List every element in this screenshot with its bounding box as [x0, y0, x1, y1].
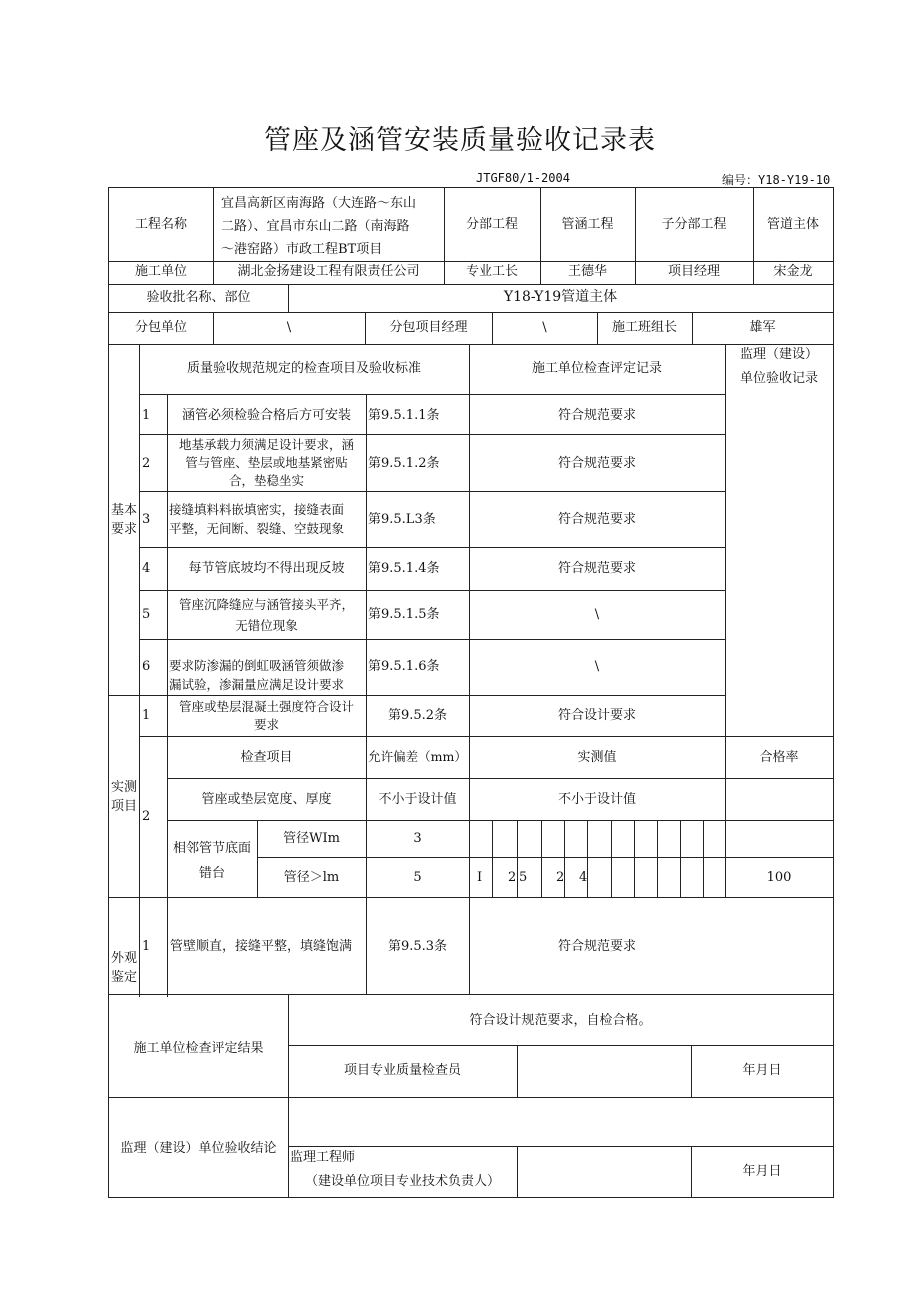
basic-section-line-2: 要求 — [110, 522, 137, 537]
basic-item-result: 符合规范要求 — [557, 408, 636, 423]
offset-label-line-2: 错台 — [198, 866, 225, 881]
basic-item-clause: 第9.5.1.6条 — [368, 659, 440, 674]
subcontractor-label: 分包单位 — [134, 320, 187, 335]
basic-item-text-line-1: 管座沉降缝应与涵管接头平齐， — [178, 597, 354, 612]
appearance-item-no: 1 — [142, 939, 151, 954]
contractor-record-header: 施工单位检查评定记录 — [531, 361, 662, 376]
measured-item-2-no: 2 — [142, 809, 151, 824]
contractor-label: 施工单位 — [134, 264, 187, 279]
project-line-2: 二路）、宜昌市东山二路（南海路 — [221, 219, 410, 234]
document-number: 编号：Y18-Y19-10 — [722, 173, 831, 187]
quality-inspector-label: 项目专业质量检查员 — [343, 1063, 461, 1078]
inspection-table — [108, 187, 834, 1198]
pipe-large-label: 管径＞lm — [283, 870, 340, 885]
basic-item-result: 符合规范要求 — [557, 512, 636, 527]
offset-label-line-1: 相邻管节底面 — [172, 841, 251, 856]
basic-section-line-1: 基本 — [110, 503, 137, 518]
pm-value: 宋金龙 — [773, 264, 813, 279]
basic-item-clause: 第9.5.L3条 — [368, 512, 436, 527]
basic-item-text: 涵管必须检验合格后方可安装 — [181, 408, 351, 423]
measured-item-1-line-1: 管座或垫层混凝土强度符合设计 — [178, 699, 354, 714]
foreman-value: 王德华 — [567, 264, 607, 279]
basic-item-no: 4 — [142, 561, 151, 576]
basic-item-text-line-1: 地基承载力须满足设计要求，涵 — [178, 437, 354, 452]
basic-item-result: 符合规范要求 — [557, 456, 636, 471]
basic-item-no: 6 — [142, 659, 151, 674]
measured-item-1-line-2: 要求 — [253, 717, 279, 732]
project-label: 工程名称 — [134, 217, 187, 232]
division-label: 分部工程 — [465, 217, 518, 232]
basic-item-result: \ — [594, 607, 600, 622]
supervising-engineer-label: 监理工程师 — [290, 1150, 356, 1165]
measured-value: 2 — [556, 870, 565, 885]
measured-item-1-result: 符合设计要求 — [557, 708, 636, 723]
standard-code: JTGF80/1-2004 — [476, 171, 570, 185]
team-leader-label: 施工班组长 — [611, 320, 677, 335]
supervisor-header-line-2: 单位验收记录 — [739, 371, 818, 386]
supervisor-conclusion-label: 监理（建设）单位验收结论 — [120, 1141, 277, 1156]
measured-section-line-1: 实测 — [110, 780, 137, 795]
measured-item-1-clause: 第9.5.2条 — [387, 708, 448, 723]
contractor-result-label: 施工单位检查评定结果 — [133, 1041, 264, 1056]
criteria-header: 质量验收规范规定的检查项目及验收标准 — [186, 361, 421, 376]
basic-item-text-line-2: 平整，无间断、裂缝、空鼓现象 — [169, 521, 345, 536]
appearance-item-text: 管壁顺直，接缝平整，填缝饱满 — [170, 939, 353, 954]
owner-technical-lead-label: （建设单位项目专业技术负责人） — [304, 1174, 500, 1189]
pass-rate-header: 合格率 — [759, 750, 799, 765]
supervisor-header-line-1: 监理（建设） — [739, 347, 818, 362]
basic-item-text-line-2: 管与管座、垫层或地基紧密贴 — [185, 455, 348, 470]
basic-section-label — [109, 501, 139, 539]
basic-item-clause: 第9.5.1.2条 — [368, 456, 440, 471]
subcontractor-value: \ — [286, 320, 292, 335]
contractor-result: 符合设计规范要求，自检合格。 — [469, 1013, 652, 1028]
measured-value: 5 — [519, 870, 528, 885]
batch-label: 验收批名称、部位 — [146, 290, 251, 305]
appearance-section-line-2: 鉴定 — [110, 970, 137, 985]
contractor-date: 年月日 — [742, 1063, 782, 1078]
foreman-label: 专业工长 — [465, 264, 518, 279]
project-line-3: ～港窑路）市政工程BT项目 — [221, 242, 383, 257]
measured-value: I — [477, 870, 483, 885]
width-thickness-label: 管座或垫层宽度、厚度 — [201, 792, 332, 807]
subdivision-value: 管道主体 — [766, 217, 819, 232]
basic-item-no: 3 — [142, 512, 151, 527]
pipe-large-tolerance: 5 — [413, 870, 422, 885]
basic-item-clause: 第9.5.1.1条 — [368, 408, 440, 423]
team-leader-value: 雄军 — [749, 320, 776, 335]
width-thickness-result: 不小于设计值 — [557, 792, 636, 807]
page-title: 管座及涵管安装质量验收记录表 — [264, 125, 656, 156]
pipe-small-label: 管径WIm — [283, 831, 340, 846]
basic-item-text: 每节管底坡均不得出现反坡 — [188, 561, 345, 576]
project-line-1: 宜昌高新区南海路（大连路～东山 — [221, 196, 417, 211]
measured-value: 4 — [579, 870, 588, 885]
basic-item-text-line-2: 无错位现象 — [235, 618, 298, 633]
measured-section-line-2: 项目 — [110, 799, 137, 814]
appearance-item-result: 符合规范要求 — [557, 939, 636, 954]
appearance-item-clause: 第9.5.3条 — [387, 939, 448, 954]
width-thickness-tolerance: 不小于设计值 — [378, 792, 457, 807]
sub-pm-value: \ — [542, 320, 547, 335]
supervisor-date: 年月日 — [742, 1164, 782, 1179]
contractor-value: 湖北金扬建设工程有限责任公司 — [237, 264, 420, 279]
basic-item-result: 符合规范要求 — [557, 561, 636, 576]
pm-label: 项目经理 — [667, 264, 720, 279]
check-item-header: 检查项目 — [240, 750, 293, 765]
basic-item-clause: 第9.5.1.4条 — [368, 561, 440, 576]
basic-item-result: \ — [594, 659, 600, 674]
basic-item-text-line-1: 要求防渗漏的倒虹吸涵管须做渗 — [169, 658, 345, 673]
basic-item-text-line-3: 合，垫稳坐实 — [228, 473, 304, 488]
basic-item-no: 1 — [142, 408, 151, 423]
pipe-large-pass-rate: 100 — [766, 870, 792, 885]
basic-item-no: 2 — [142, 456, 151, 471]
sub-pm-label: 分包项目经理 — [389, 320, 468, 335]
measured-item-1-no: 1 — [142, 708, 151, 723]
tolerance-header: 允许偏差（mm） — [368, 749, 467, 764]
division-value: 管涵工程 — [561, 217, 614, 232]
measured-value: 2 — [508, 870, 517, 885]
measured-section-label — [109, 778, 139, 816]
batch-value: Y18-Y19管道主体 — [503, 289, 618, 305]
appearance-section-line-1: 外观 — [110, 951, 137, 966]
basic-item-text-line-2: 漏试验，渗漏量应满足设计要求 — [169, 677, 345, 692]
pipe-small-tolerance: 3 — [413, 831, 422, 846]
basic-item-text-line-1: 接缝填料料嵌填密实，接缝表面 — [169, 502, 345, 517]
basic-item-no: 5 — [142, 607, 151, 622]
subdivision-label: 子分部工程 — [661, 217, 727, 232]
measured-value-header: 实测值 — [577, 750, 617, 765]
basic-item-clause: 第9.5.1.5条 — [368, 607, 440, 622]
appearance-section-label — [109, 949, 139, 987]
